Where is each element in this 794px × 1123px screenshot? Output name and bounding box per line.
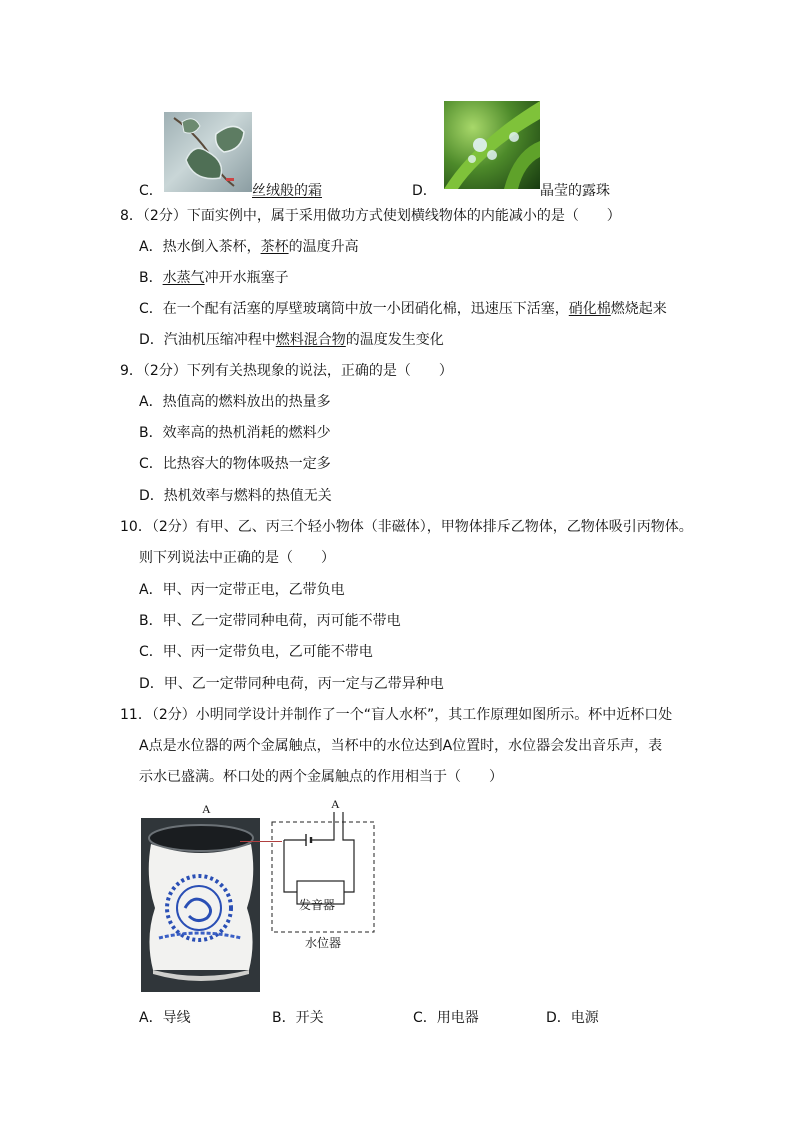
q10-stem-line1: 10．（2分）有甲、乙、丙三个轻小物体（非磁体），甲物体排斥乙物体，乙物体吸引丙物体。	[120, 519, 693, 535]
q10-option-a: A．甲、丙一定带正电，乙带负电	[139, 582, 345, 598]
option-c-label: C．	[139, 183, 163, 199]
sound-device-label: 发音器	[299, 898, 336, 912]
dewdrop-leaf-image	[444, 101, 540, 189]
q10-option-b: B．甲、乙一定带同种电荷，丙可能不带电	[139, 613, 401, 629]
q8-option-c: C．在一个配有活塞的厚壁玻璃筒中放一小团硝化棉，迅速压下活塞，硝化棉燃烧起来	[139, 301, 667, 317]
option-d-label: D．	[412, 183, 437, 199]
water-level-circuit-diagram	[262, 796, 378, 952]
blind-cup-photo	[141, 818, 260, 992]
q11-option-a: A．导线	[139, 1010, 191, 1026]
q10-stem-line2: 则下列说法中正确的是（ ）	[139, 550, 335, 566]
q9-stem: 9．（2分）下列有关热现象的说法，正确的是（ ）	[120, 363, 453, 379]
q10-option-d: D．甲、乙一定带同种电荷，丙一定与乙带异种电	[139, 676, 444, 692]
frost-leaf-image	[164, 112, 252, 192]
photo-label-a: A	[202, 802, 211, 816]
q11-option-d: D．电源	[546, 1010, 599, 1026]
q8-option-b: B．水蒸气冲开水瓶塞子	[139, 270, 289, 286]
q11-stem-line2: A点是水位器的两个金属触点，当杯中的水位达到A位置时，水位器会发出音乐声，表	[139, 738, 663, 754]
q9-option-d: D．热机效率与燃料的热值无关	[139, 488, 332, 504]
q11-stem-line1: 11．（2分）小明同学设计并制作了一个“盲人水杯”，其工作原理如图所示。杯中近杯口处	[120, 707, 673, 723]
q11-option-b: B．开关	[272, 1010, 324, 1026]
q9-option-c: C．比热容大的物体吸热一定多	[139, 456, 331, 472]
q8-option-d: D．汽油机压缩冲程中燃料混合物的温度发生变化	[139, 332, 444, 348]
water-level-device-caption: 水位器	[305, 936, 342, 950]
q10-option-c: C．甲、丙一定带负电，乙可能不带电	[139, 644, 373, 660]
q8-option-a: A．热水倒入茶杯，茶杯的温度升高	[139, 239, 359, 255]
q11-stem-line3: 示水已盛满。杯口处的两个金属触点的作用相当于（ ）	[139, 769, 503, 785]
diagram-label-a: A	[331, 797, 340, 811]
option-c-text: 丝绒般的霜	[252, 183, 322, 199]
q9-option-b: B．效率高的热机消耗的燃料少	[139, 425, 331, 441]
q11-option-c: C．用电器	[413, 1010, 479, 1026]
q9-option-a: A．热值高的燃料放出的热量多	[139, 394, 331, 410]
q8-stem: 8．（2分）下面实例中，属于采用做功方式使划横线物体的内能减小的是（ ）	[120, 208, 621, 224]
option-d-text: 晶莹的露珠	[540, 183, 610, 199]
